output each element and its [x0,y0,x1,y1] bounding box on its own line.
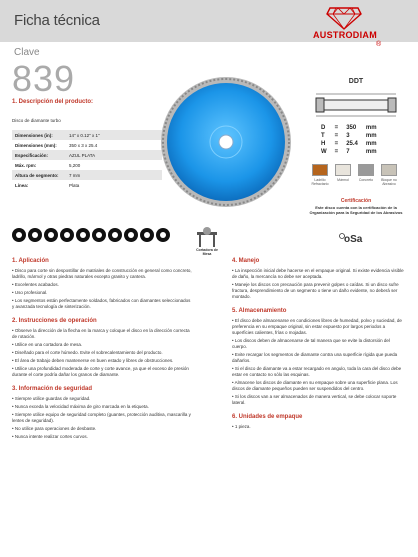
dim-key: W [321,149,327,155]
spec-table [12,130,162,190]
spec-value: AZUL PLATA [66,150,162,160]
material-swatch: Ladrillo Refractario [310,164,330,186]
material-swatch: Concreto [356,164,376,182]
list-item: • Almacene los discos de diamante en su empaque sobre una superficie plana. Los discos de diamante pequeños pueden ser suspendidos del centro. [232,380,398,391]
dim-key: T [321,133,325,139]
list-item: • Utilice en una cortadora de mesa. [12,342,83,347]
dim-key: D [321,125,326,131]
svg-text:oSa: oSa [344,234,363,244]
list-item: • Nunca intente realizar cortes curvos. [12,434,88,439]
dim-unit: mm [365,133,377,139]
spec-row [12,140,162,150]
left-column [12,258,192,442]
list-item: • Siempre utilice equipo de seguridad completo (guantes, protección auditiva, mascarilla y lentes de seguridad). [12,412,191,423]
mask-icon [60,228,74,242]
apron-icon [108,228,122,242]
list-item: • Los discos deben de almacenarse de tal manera que se evite la distorsión del cuerpo. [232,338,390,349]
certification-text: Este disco cuenta con la certificación de la Organización para la Seguridad de los Abrasivos [309,205,403,215]
clave-label: Clave [14,47,40,58]
dim-unit: mm [365,125,377,131]
spec-key: Altura de segmento: [12,170,66,180]
spec-row [12,150,162,160]
list-item: • Nunca exceda la velocidad máxima de giro marcada en la etiqueta. [12,404,149,409]
spec-row [12,180,162,190]
helmet-icon [12,228,26,242]
dim-row: H = 25.4 mm [317,140,381,148]
list-item: • El disco debe almacenarse en condiciones libres de humedad, polvo y suciedad, de preferencia en su empaque original, sin estar expuesto por largos periodos a superficies calientes, frías o mojadas. [232,318,402,335]
list-item: • Si los discos van a ser almacenados de manera vertical, se debe colocar soporte lateral. [232,394,397,405]
vest-icon [156,228,170,242]
description-subtitle: Disco de diamante turbo [12,118,61,123]
spec-row [12,170,162,180]
boots-icon [92,228,106,242]
spec-key: Dimensiones (mm): [15,142,57,148]
dim-key: H [321,141,326,147]
list-item: • Disco para corte sin despostillar de matriales de construcción en general como concreto, ladrillo, mármol y otras piedras naturales excepto granito y cantera. [12,268,192,279]
description-title: 1. Descripción del producto: [12,99,94,105]
list-item: • Utilice una profundidad moderada de corte y corte avance, ya que el exceso de presión durante el corte podría dañar los granos de diamante. [12,366,189,377]
section-title-aplicacion: 1. Aplicación [12,258,49,264]
list-item: • Uso profesional. [12,290,48,295]
diamond-disc-image [160,76,292,208]
material-swatch: Bloque no Abrasivo [379,164,399,186]
table-saw-label: Cortadora de Mesa [196,248,218,256]
product-code: 839 [12,58,76,99]
dim-value: 3 [346,133,350,139]
dim-row: D = 350 mm [317,124,381,132]
list-item: • El área de trabajo deben mantenerse en buen estado y libres de obstrucciones. [12,358,174,363]
gloves-icon [76,228,90,242]
face-shield-icon [140,228,154,242]
dimensions-table [317,124,381,156]
dim-unit: mm [365,141,377,147]
right-column [232,258,404,432]
osa-badge-icon [338,232,380,244]
section-title-empaque: 6. Unidades de empaque [232,414,303,420]
segment-profile-diagram [312,90,400,120]
registered-mark: ® [376,41,382,48]
spec-row [12,130,162,140]
dim-row: T = 3 mm [317,132,381,140]
profile-title: DDT [348,78,364,85]
ppe-icons-row [12,228,192,244]
list-item: • La inspección inicial debe hacerse en el empaque original. Si existe evidencia visible de daño, la mercancía no debe ser aceptada. [232,268,404,279]
manual-icon [124,228,138,242]
certification-title: Certificación [340,198,372,204]
list-item: • Diseñado para el corte húmedo. Evite el sobrecalentamiento del producto. [12,350,163,355]
section-title-instrucciones: 2. Instrucciones de operación [12,318,97,324]
brand-logo [300,6,390,52]
page-title: Ficha técnica [14,12,100,29]
spec-row [12,160,162,170]
spec-key: Especificación: [12,150,66,160]
section-title-seguridad: 3. Información de seguridad [12,386,93,392]
spec-value: 5,200 [69,162,81,168]
dim-value: 350 [346,125,357,131]
spec-key: Dimensiones (in): [12,130,66,140]
section-title-almacenamiento: 5. Almacenamiento [232,308,287,314]
dim-value: 25.4 [346,141,358,147]
diamond-icon [326,6,362,30]
list-item: • Maneje los discos con precaución para prevenir golpes o caídas. Si un disco sufre fractura, desprendimiento de un segmento o tiene un daño evidente, no deberá ser montado. [232,282,399,299]
goggles-icon [28,228,42,242]
spec-value: Plata [69,182,80,188]
list-item: • Evite recargar los segmentos de diamante contra una superficie rígida que pueda dañarlos. [232,352,398,363]
spec-value: 350 x 3 x 25.4 [69,142,98,148]
ear-protection-icon [44,228,58,242]
list-item: • Si el disco de diamante va a estar recargado en angulo, toda la cara del disco debe estar en contacto no sólo las esquinas. [232,366,402,377]
materials-strip [310,164,402,194]
spec-value: 14" x 0.12" x 1" [66,130,162,140]
brand-name: AUSTRODIAM [313,30,377,40]
list-item: • Excelentes acabados. [12,282,59,287]
spec-key: Máx. rpm: [15,162,37,168]
list-item: • No utilice para operaciones de desbaste. [12,426,97,431]
dim-row: W = 7 mm [317,148,381,156]
spec-key: Línea: [15,182,29,188]
list-item: • 1 pieza. [232,424,251,429]
list-item: • Siempre utilice guardas de seguridad. [12,396,91,401]
table-saw-icon [194,226,220,248]
list-item: • Los segmentos están perfectamente soldados, fabricados con diamantes seleccionados y avanzada tecnología de sinterización. [12,298,191,309]
list-item: • Observe la dirección de la flecha en la marca y coloque el disco en la dirección correcta de rotación. [12,328,190,339]
material-swatch: Mármol [333,164,353,182]
dim-unit: mm [365,149,377,155]
spec-value: 7 mm [66,170,162,180]
dim-value: 7 [346,149,350,155]
section-title-manejo: 4. Manejo [232,258,260,264]
